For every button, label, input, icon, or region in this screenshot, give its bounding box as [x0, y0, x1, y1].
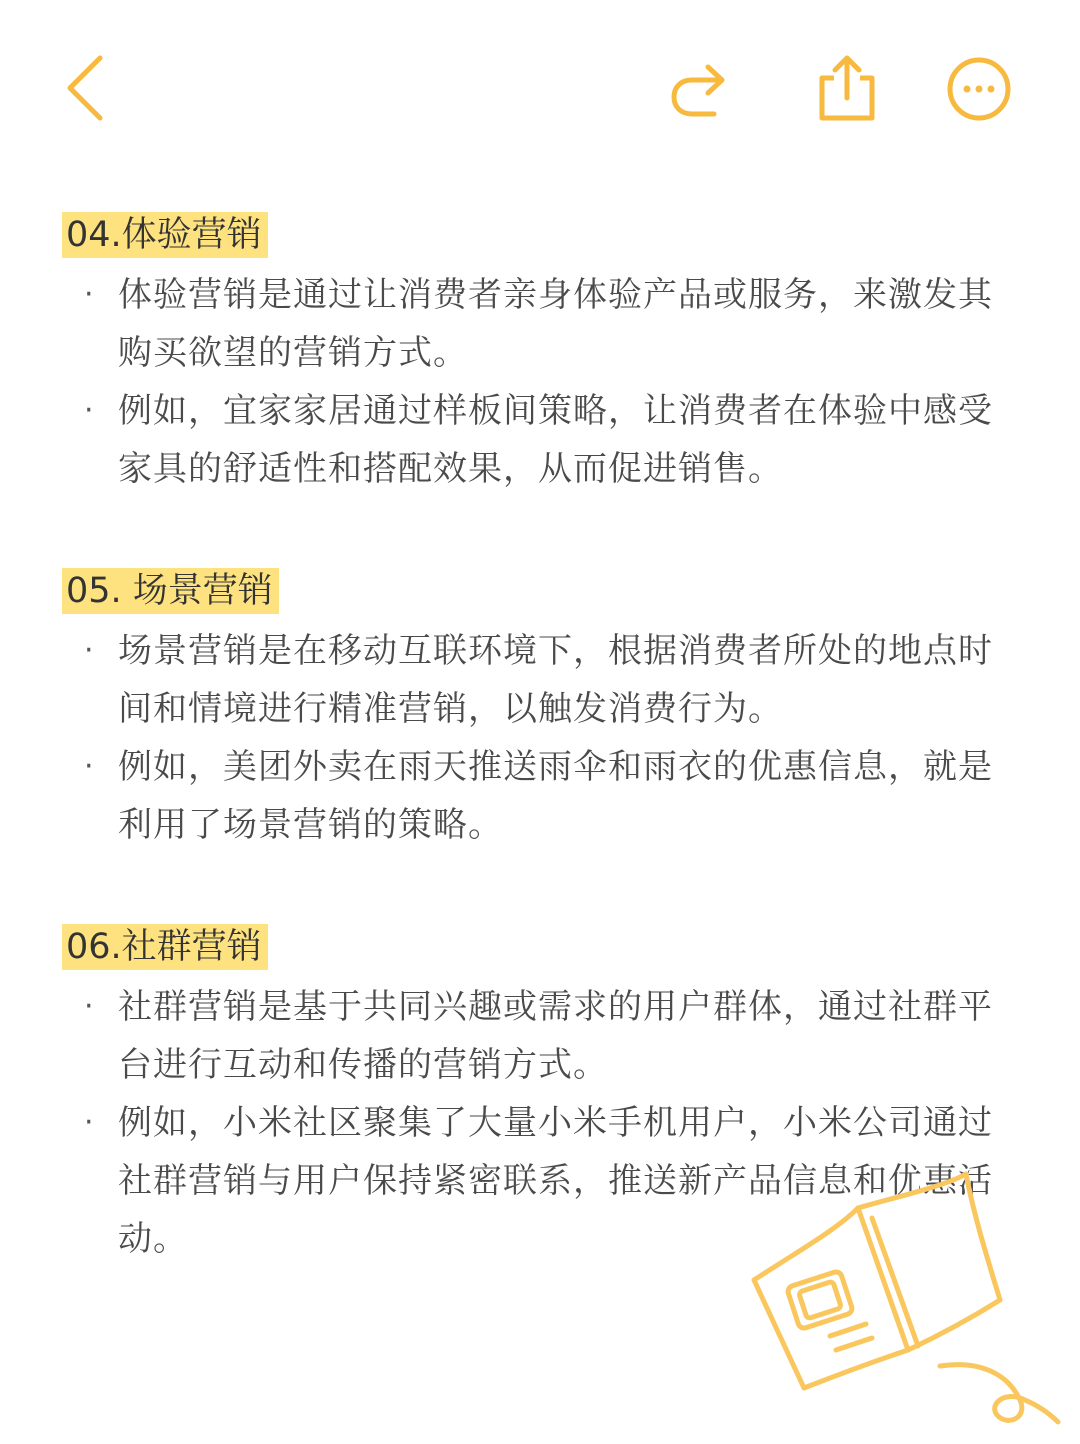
section-title: 05. 场景营销 — [62, 568, 279, 614]
bullet-item — [62, 622, 1003, 738]
bullet-item — [62, 382, 1003, 498]
bullet-text: 社群营销是基于共同兴趣或需求的用户群体，通过社群平台进行互动和传播的营销方式。 — [118, 987, 993, 1085]
bullet-item — [62, 266, 1003, 382]
more-dots-icon — [940, 50, 1018, 128]
bullet-item — [62, 978, 1003, 1094]
open-book-doodle-icon — [740, 1160, 1070, 1440]
bullet-text: 场景营销是在移动互联环境下，根据消费者所处的地点时间和情境进行精准营销，以触发消费行为。 — [118, 631, 993, 729]
bullet-text: 例如，宜家家居通过样板间策略，让消费者在体验中感受家具的舒适性和搭配效果，从而促进销售。 — [118, 391, 993, 489]
bullet-dot: · — [84, 633, 95, 668]
share-button[interactable] — [808, 50, 886, 128]
bullet-text: 例如，小米社区聚集了大量小米手机用户，小米公司通过社群营销与用户保持紧密联系，推送新产品信息和优惠活动。 — [118, 1103, 993, 1259]
back-button[interactable] — [52, 48, 124, 128]
redo-button[interactable] — [662, 52, 740, 126]
chevron-left-icon — [52, 48, 124, 128]
redo-arrow-icon — [662, 52, 740, 126]
bullet-dot: · — [84, 749, 95, 784]
bullet-dot: · — [84, 277, 95, 312]
more-button[interactable] — [940, 50, 1018, 128]
section-title: 04.体验营销 — [62, 212, 268, 258]
share-upload-icon — [808, 50, 886, 128]
bullet-dot: · — [84, 393, 95, 428]
bullet-text: 体验营销是通过让消费者亲身体验产品或服务，来激发其购买欲望的营销方式。 — [118, 275, 993, 373]
bullet-dot: · — [84, 1105, 95, 1140]
bullet-item — [62, 738, 1003, 854]
section-title: 06.社群营销 — [62, 924, 268, 970]
bullet-text: 例如，美团外卖在雨天推送雨伞和雨衣的优惠信息，就是利用了场景营销的策略。 — [118, 747, 993, 845]
section-scene-marketing — [62, 568, 1022, 854]
section-experience-marketing — [62, 212, 1022, 498]
bullet-dot: · — [84, 989, 95, 1024]
top-toolbar — [0, 0, 1080, 170]
